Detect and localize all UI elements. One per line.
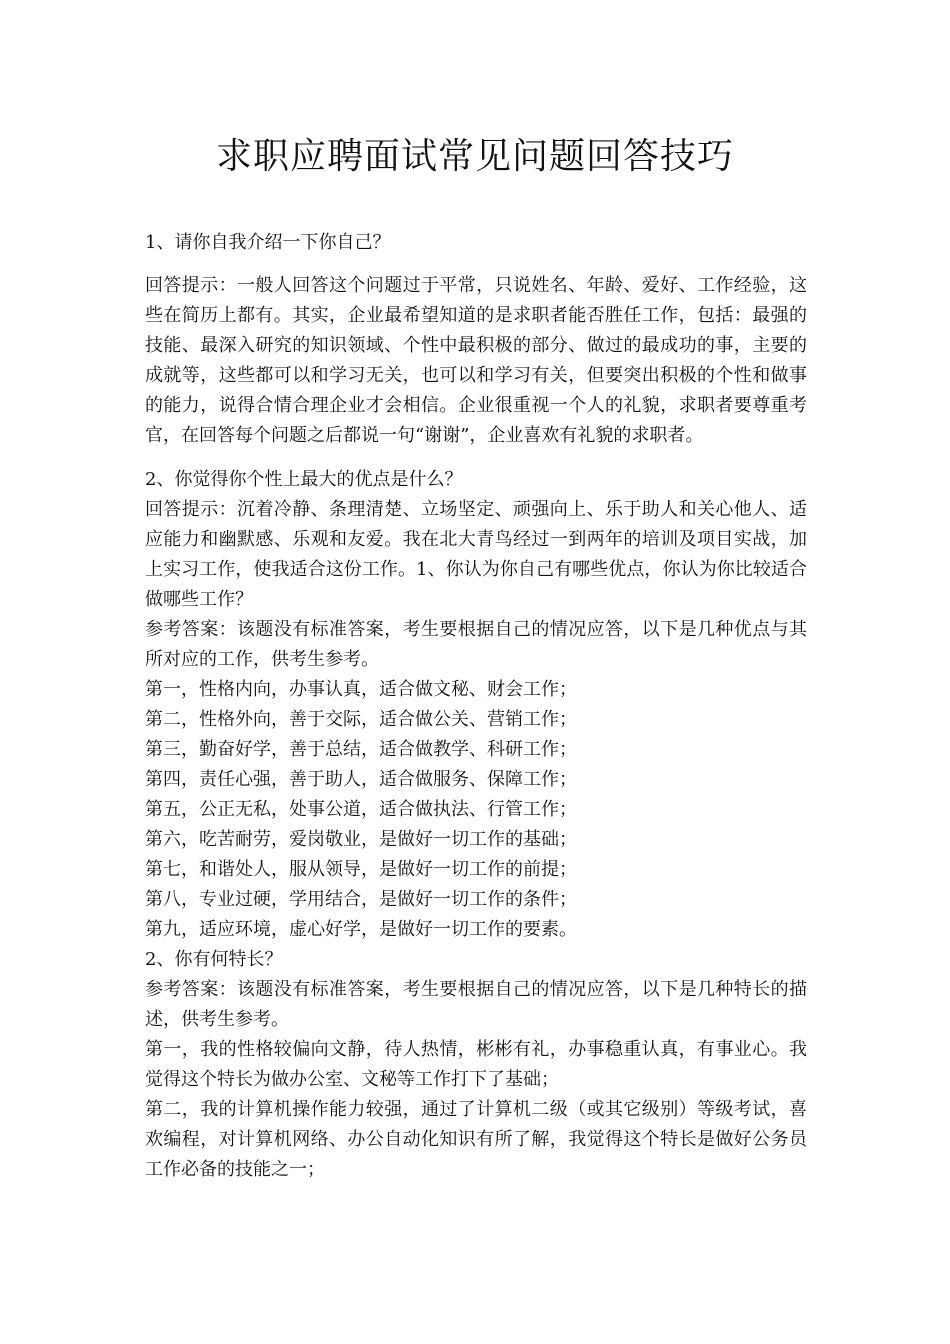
list-item: 第七，和谐处人，服从领导，是做好一切工作的前提； xyxy=(145,859,577,880)
list-item: 第九，适应环境，虚心好学，是做好一切工作的要素。 xyxy=(145,919,577,940)
document-title: 求职应聘面试常见问题回答技巧 xyxy=(215,136,734,177)
reference-answer-1: 参考答案：该题没有标准答案，考生要根据自己的情况应答，以下是几种优点与其所对应的工作，供考生参考。 xyxy=(145,619,807,670)
list-item: 第五，公正无私，处事公道，适合做执法、行管工作； xyxy=(145,799,577,820)
list-item: 第一，我的性格较偏向文静，待人热情，彬彬有礼，办事稳重认真，有事业心。我觉得这个特长为做办公室、文秘等工作打下了基础； xyxy=(145,1039,807,1090)
question-2: 2、你觉得你个性上最大的优点是什么？ xyxy=(145,469,463,490)
answer-1: 回答提示：一般人回答这个问题过于平常，只说姓名、年龄、爱好、工作经验，这些在简历上都有。其实，企业最希望知道的是求职者能否胜任工作，包括：最强的技能、最深入研究的知识领域、个性中最积极的部分、做过的最成功的事，主要的成就等，这些都可以和学习无关，也可以和学习有关，但要突出积极的个性和做事的能力，说得合情合理企业才会相信。企业很重视一个人的礼貌，求职者要尊重考官，在回答每个问题之后都说一句“谢谢”，企业喜欢有礼貌的求职者。 xyxy=(145,275,807,446)
list-item: 第四，责任心强，善于助人，适合做服务、保障工作； xyxy=(145,769,577,790)
list-item: 第三，勤奋好学，善于总结，适合做教学、科研工作； xyxy=(145,739,577,760)
list-item: 第二，我的计算机操作能力较强，通过了计算机二级（或其它级别）等级考试，喜欢编程，对计算机网络、办公自动化知识有所了解，我觉得这个特长是做好公务员工作必备的技能之一； xyxy=(145,1099,807,1180)
document-body xyxy=(145,228,807,1185)
question-1: 1、请你自我介绍一下你自己？ xyxy=(145,232,391,253)
reference-answer-2: 参考答案：该题没有标准答案，考生要根据自己的情况应答，以下是几种特长的描述，供考生参考。 xyxy=(145,979,807,1030)
answer-2: 回答提示：沉着冷静、条理清楚、立场坚定、顽强向上、乐于助人和关心他人、适应能力和幽默感、乐观和友爱。我在北大青鸟经过一到两年的培训及项目实战，加上实习工作，使我适合这份工作。1、你认为你自己有哪些优点，你认为你比较适合做哪些工作？ xyxy=(145,499,807,610)
list-item: 第二，性格外向，善于交际，适合做公关、营销工作； xyxy=(145,709,577,730)
list-item: 第六，吃苦耐劳，爱岗敬业，是做好一切工作的基础； xyxy=(145,829,577,850)
list-item: 第一，性格内向，办事认真，适合做文秘、财会工作； xyxy=(145,679,577,700)
list-item: 第八，专业过硬，学用结合，是做好一切工作的条件； xyxy=(145,889,577,910)
question-specialty: 2、你有何特长？ xyxy=(145,949,283,970)
